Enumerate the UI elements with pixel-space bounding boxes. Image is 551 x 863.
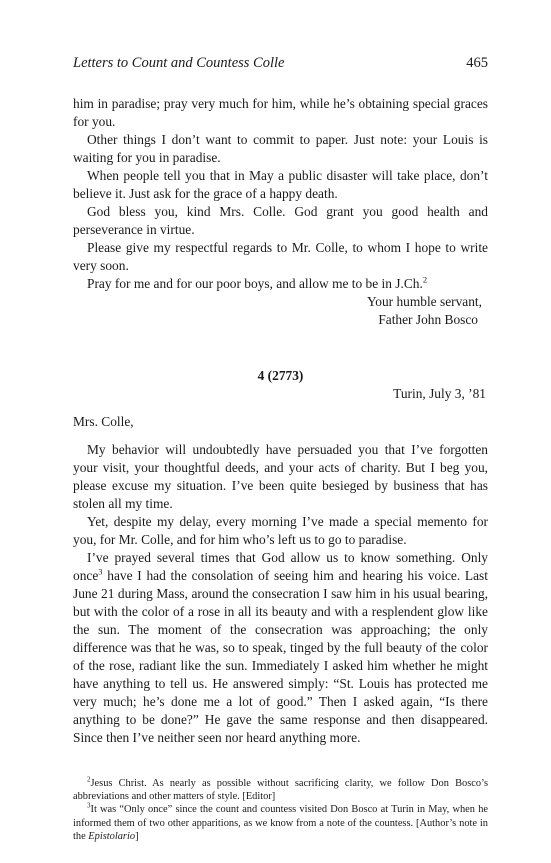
footnote-text: It was “Only once” since the count and countess visited Don Bosco at Turin in May, when he informed them of two other apparitions, as we know from a note of the countess. [Author’s note in the (73, 804, 488, 842)
paragraph-text: have I had the consolation of seeing him and hearing his voice. Last June 21 during Mass, around the consecration I saw him in his usual bearing, but with the color of a rose in all its beauty and with a resplendent glow like the sun. The moment of the consecration was approaching; the only difference was that he was, so to speak, tinged by the full beauty of the color of the rose, radiant like the sun. Immediately I asked him whether he might have anything to tell us. He answered simply: “St. Louis has protected me very much; he’s done me a lot of good.” Then I asked again, “Is there anything to be done?” He gave the same response and then disappeared. Since then I’ve neither seen nor heard anything more. (73, 568, 488, 745)
footnote-text: Jesus Christ. As nearly as possible without sacrificing clarity, we follow Don Bosco’s abbreviations and other matters of style. [Editor] (73, 778, 488, 803)
dateline: Turin, July 3, ’81 (393, 386, 486, 401)
paragraph (73, 275, 488, 293)
signature: Father John Bosco (378, 312, 478, 327)
paragraph: Other things I don’t want to commit to paper. Just note: your Louis is waiting for you in paradise. (73, 132, 488, 165)
paragraph: Please give my respectful regards to Mr. Colle, to whom I hope to write very soon. (73, 240, 488, 273)
paragraph: God bless you, kind Mrs. Colle. God grant you good health and perseverance in virtue. (73, 204, 488, 237)
paragraph: him in paradise; pray very much for him, while he’s obtaining special graces for you. (73, 96, 488, 129)
page-number: 465 (466, 55, 488, 71)
paragraph-text: I’ve prayed several times that God allow us to know something. Only once (73, 550, 488, 583)
running-title: Letters to Count and Countess Colle (73, 55, 285, 71)
letter-continuation (73, 95, 488, 293)
closing-signature (73, 293, 488, 329)
footnote-number: 3 (87, 801, 91, 810)
paragraph: Yet, despite my delay, every morning I’ve made a special memento for you, for Mr. Colle, and for him who’s left us to go to paradise. (73, 514, 488, 547)
paragraph: When people tell you that in May a public disaster will take place, don’t believe it. Just ask for the grace of a happy death. (73, 168, 488, 201)
running-head (73, 55, 488, 72)
paragraph: My behavior will undoubtedly have persuaded you that I’ve forgotten your visit, your thoughtful deeds, and your acts of charity. But I beg you, please excuse my situation. I’ve been quite besieged by business that has stolen all my time. (73, 442, 488, 511)
salutation: Mrs. Colle, (73, 414, 134, 429)
footnote-ref: 2 (422, 274, 428, 285)
footnote-number: 2 (87, 775, 91, 784)
closing-line: Your humble servant, (366, 294, 482, 309)
footnote-italic-title: Epistolario (88, 830, 136, 842)
footnotes (73, 777, 488, 843)
footnote-text: ] (135, 830, 139, 842)
footnote-ref: 3 (98, 566, 103, 577)
paragraph (73, 549, 488, 747)
letter-body (73, 441, 488, 747)
book-page (73, 55, 488, 843)
footnote (73, 803, 488, 843)
letter-heading: 4 (2773) (257, 368, 304, 383)
paragraph-text: Pray for me and for our poor boys, and allow me to be in J.Ch. (87, 276, 423, 291)
footnote (73, 777, 488, 803)
